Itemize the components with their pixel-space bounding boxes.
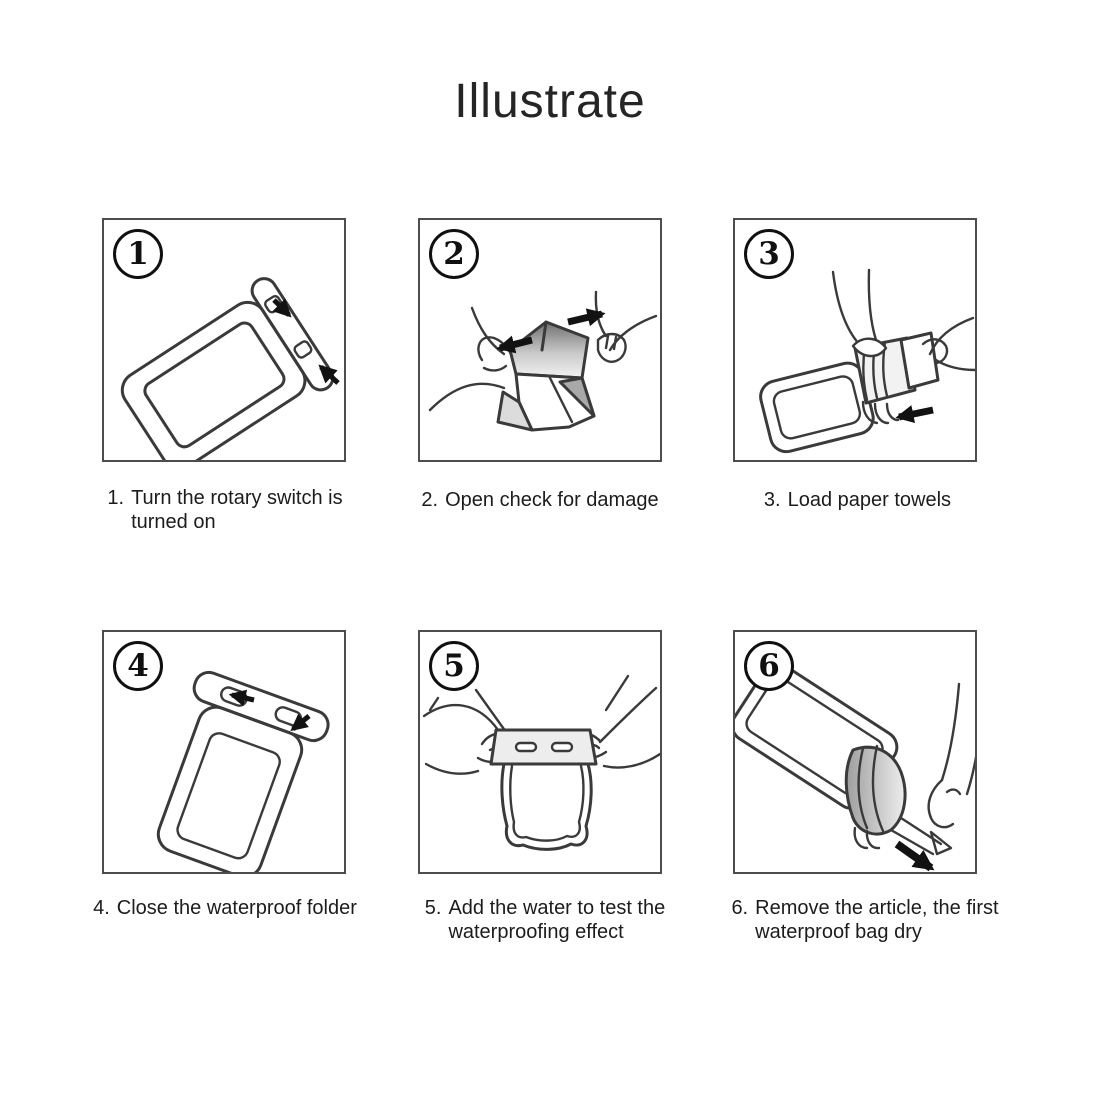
step-panel-6 — [733, 630, 977, 874]
step-caption-5: 5. Add the water to test the waterproofing effect — [424, 897, 666, 943]
step-caption-2: 2. Open check for damage — [421, 489, 659, 511]
step-caption-3: 3. Load paper towels — [763, 489, 952, 511]
step-number-badge: 1 — [113, 229, 163, 279]
step-number-badge: 6 — [744, 641, 794, 691]
step-panel-5 — [418, 630, 662, 874]
step-caption-1: 1. Turn the rotary switch is turned on — [107, 487, 343, 533]
step-panel-2 — [418, 218, 662, 462]
step-number-badge: 4 — [113, 641, 163, 691]
arrow-icon — [899, 410, 933, 417]
step-panel-3 — [733, 218, 977, 462]
step-number-badge: 2 — [429, 229, 479, 279]
step-caption-4: 4. Close the waterproof folder — [93, 897, 357, 919]
arrow-icon — [897, 844, 931, 868]
step-panel-1 — [102, 218, 346, 462]
step-panel-4 — [102, 630, 346, 874]
step-number-badge: 5 — [429, 641, 479, 691]
page-title: Illustrate — [454, 75, 646, 128]
step-caption-6: 6. Remove the article, the first waterproof bag dry — [731, 897, 999, 943]
step-number-badge: 3 — [744, 229, 794, 279]
